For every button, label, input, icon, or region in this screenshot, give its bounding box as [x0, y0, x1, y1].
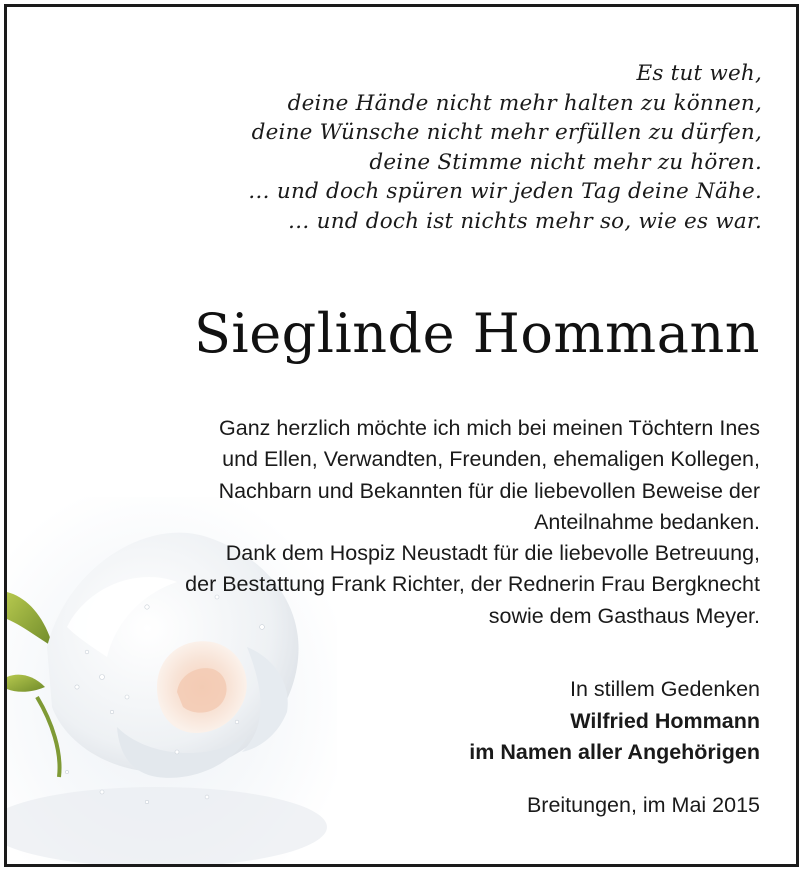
- signature-block: [469, 674, 760, 769]
- thanks-line: Anteilnahme bedanken.: [534, 509, 760, 534]
- poem-line: deine Wünsche nicht mehr erfüllen zu dürfen,: [251, 120, 762, 145]
- obituary-card: [4, 4, 799, 867]
- poem-line: … und doch ist nichts mehr so, wie es war.: [287, 208, 762, 234]
- thanks-line: sowie dem Gasthaus Meyer.: [488, 603, 760, 628]
- poem-line: Es tut weh,: [636, 61, 762, 86]
- thanks-line: der Bestattung Frank Richter, der Rednerin Frau Bergknecht: [185, 572, 760, 597]
- thanks-line: Dank dem Hospiz Neustadt für die liebevolle Betreuung,: [225, 541, 760, 566]
- deceased-name: Sieglinde Hommann: [193, 302, 760, 365]
- thanks-line: und Ellen, Verwandten, Freunden, ehemaligen Kollegen,: [222, 447, 760, 472]
- place-date: Breitungen, im Mai 2015: [526, 793, 760, 817]
- signature-intro: In stillem Gedenken: [569, 677, 760, 701]
- signature-name: Wilfried Hommann: [570, 708, 760, 733]
- poem-line: deine Stimme nicht mehr zu hören.: [369, 149, 762, 175]
- thanks-line: Nachbarn und Bekannten für die liebevollen Beweise der: [218, 478, 760, 503]
- poem: [248, 59, 762, 236]
- poem-line: deine Hände nicht mehr halten zu können,: [287, 90, 762, 116]
- thanks-text: [185, 413, 760, 632]
- thanks-line: Ganz herzlich möchte ich mich bei meinen Töchtern Ines: [219, 416, 760, 440]
- signature-family: im Namen aller Angehörigen: [469, 740, 760, 764]
- poem-line: … und doch spüren wir jeden Tag deine Nähe.: [248, 179, 762, 204]
